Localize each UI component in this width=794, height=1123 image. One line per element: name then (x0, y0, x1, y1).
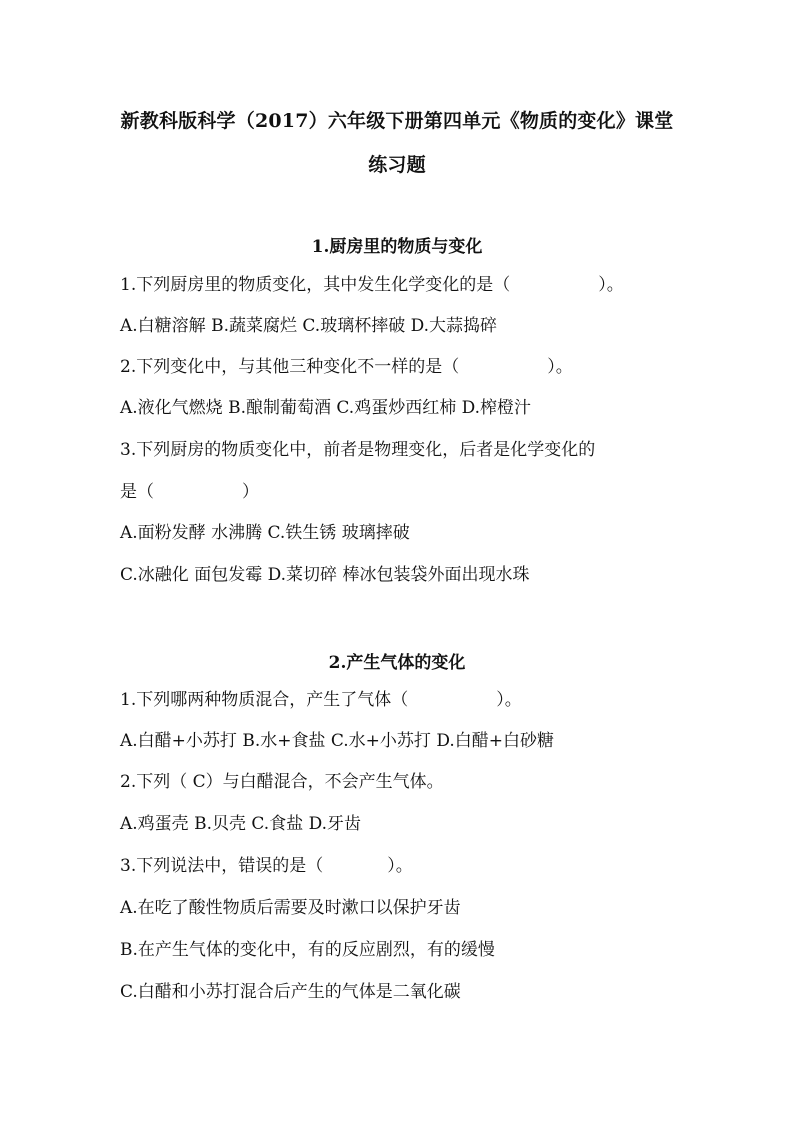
s2-q3-option-c: C.白醋和小苏打混合后产生的气体是二氧化碳 (120, 982, 461, 1002)
s2-q3-stem (120, 855, 413, 877)
s2-q1-options: A.白醋+小苏打 B.水+食盐 C.水+小苏打 D.白醋+白砂糖 (120, 731, 554, 751)
s1-q2-stem-text: 2.下列变化中，与其他三种变化不一样的是（ (120, 357, 460, 377)
s1-q1-stem (120, 274, 624, 296)
section-2-heading: 2.产生气体的变化 (328, 653, 466, 673)
s1-q3-stem-line-1: 3.下列厨房的物质变化中，前者是物理变化，后者是化学变化的 (120, 440, 596, 460)
s1-q3-options-line-2: C.冰融化 面包发霉 D.菜切碎 棒冰包装袋外面出现水珠 (120, 565, 530, 585)
s2-q3-option-a: A.在吃了酸性物质后需要及时漱口以保护牙齿 (120, 898, 461, 918)
document-title-line-2: 练习题 (368, 154, 426, 176)
s1-q3-stem-text: 是（ (120, 482, 154, 502)
s2-q3-stem-text: 3.下列说法中，错误的是（ (120, 856, 324, 876)
s2-q3-stem-end: ）。 (387, 856, 413, 876)
s2-q3-option-b: B.在产生气体的变化中，有的反应剧烈，有的缓慢 (120, 940, 495, 960)
document-title-line-1: 新教科版科学（2017）六年级下册第四单元《物质的变化》课堂 (120, 110, 674, 132)
s2-q1-stem-text: 1.下列哪两种物质混合，产生了气体（ (120, 690, 409, 710)
s1-q1-options: A.白糖溶解 B.蔬菜腐烂 C.玻璃杯摔破 D.大蒜捣碎 (120, 316, 498, 336)
s1-q1-stem-text: 1.下列厨房里的物质变化，其中发生化学变化的是（ (120, 275, 511, 295)
s1-q2-stem-end: ）。 (547, 357, 573, 377)
s1-q2-options: A.液化气燃烧 B.酿制葡萄酒 C.鸡蛋炒西红柿 D.榨橙汁 (120, 398, 532, 418)
s1-q3-stem-end: ） (242, 482, 259, 502)
s2-q2-options: A.鸡蛋壳 B.贝壳 C.食盐 D.牙齿 (120, 814, 362, 834)
s1-q3-stem-line-2 (120, 481, 259, 503)
s1-q3-options-line-1: A.面粉发酵 水沸腾 C.铁生锈 玻璃摔破 (120, 523, 410, 543)
s1-q2-stem (120, 356, 573, 378)
s2-q1-stem (120, 689, 522, 711)
s1-q1-stem-end: ）。 (598, 275, 624, 295)
s2-q1-stem-end: ）。 (496, 690, 522, 710)
section-1-heading: 1.厨房里的物质与变化 (311, 237, 483, 257)
s2-q2-stem: 2.下列（ C）与白醋混合，不会产生气体。 (120, 772, 444, 792)
